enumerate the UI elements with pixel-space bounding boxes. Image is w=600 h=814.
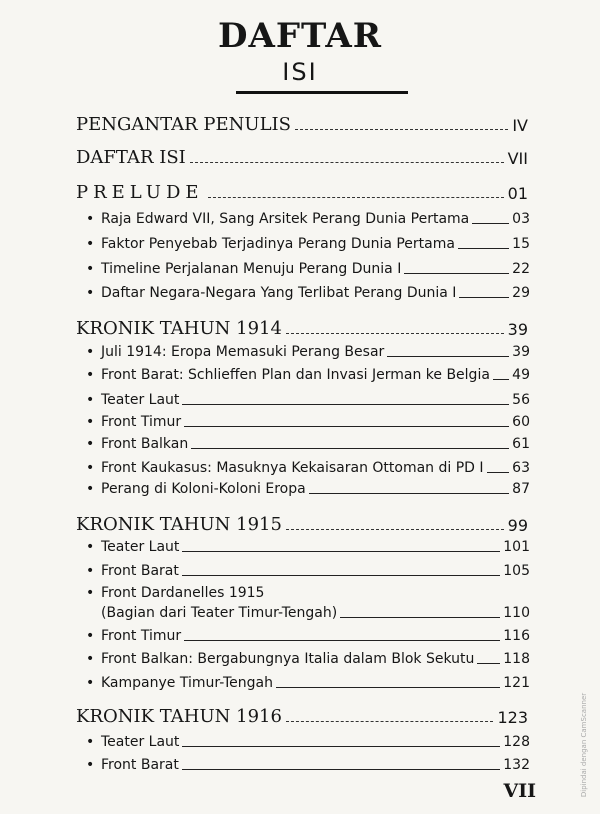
toc-chapter-pengantar[interactable]: [0, 114, 600, 135]
leader-dots: [286, 529, 504, 530]
bullet: •: [86, 628, 95, 644]
item-label: Front Dardanelles 1915: [101, 585, 265, 601]
leader-line: [182, 769, 500, 770]
item-page: 03: [512, 211, 530, 227]
item-label: Front Balkan: [101, 436, 189, 452]
chapter-page: IV: [512, 116, 528, 135]
leader-line: [387, 356, 509, 357]
chapter-label: KRONIK TAHUN 1914: [76, 318, 282, 339]
toc-item[interactable]: [0, 563, 600, 579]
toc-item[interactable]: [0, 236, 600, 252]
item-page: 56: [512, 392, 530, 408]
toc-item[interactable]: [0, 734, 600, 750]
bullet: •: [86, 211, 95, 227]
bullet: •: [86, 436, 95, 452]
chapter-page: 39: [507, 320, 528, 339]
item-page: 118: [503, 651, 530, 667]
chapter-page: VII: [507, 149, 528, 168]
item-page: 105: [503, 563, 530, 579]
title-underline: [236, 91, 408, 94]
item-page: 132: [503, 757, 530, 773]
leader-line: [472, 223, 509, 224]
item-page: 121: [503, 675, 530, 691]
bullet: •: [86, 236, 95, 252]
leader-line: [182, 404, 509, 405]
leader-line: [340, 617, 500, 618]
leader-line: [487, 472, 510, 473]
item-label: Kampanye Timur-Tengah: [101, 675, 273, 691]
leader-line: [182, 746, 500, 747]
chapter-label: PRELUDE: [76, 182, 204, 203]
chapter-label: KRONIK TAHUN 1915: [76, 514, 282, 535]
page-subtitle: ISI: [282, 58, 318, 86]
item-page: 60: [512, 414, 530, 430]
bullet: •: [86, 651, 95, 667]
toc-item[interactable]: [0, 344, 600, 360]
leader-line: [182, 551, 500, 552]
leader-line: [459, 297, 509, 298]
item-page: 101: [503, 539, 530, 555]
toc-item-continuation[interactable]: [0, 605, 600, 621]
toc-item[interactable]: [0, 211, 600, 227]
leader-dots: [286, 333, 504, 334]
bullet: •: [86, 585, 95, 601]
leader-line: [493, 379, 509, 380]
item-label: Front Kaukasus: Masuknya Kekaisaran Ottoman di PD I: [101, 460, 484, 476]
leader-line: [184, 426, 509, 427]
leader-dots: [295, 129, 508, 130]
item-page: 15: [512, 236, 530, 252]
scanner-watermark: [578, 690, 590, 800]
item-page: 116: [503, 628, 530, 644]
item-label: Front Timur: [101, 414, 182, 430]
leader-line: [309, 493, 509, 494]
toc-item[interactable]: [0, 539, 600, 555]
item-label: Raja Edward VII, Sang Arsitek Perang Dunia Pertama: [101, 211, 470, 227]
chapter-page: 99: [507, 516, 528, 535]
bullet: •: [86, 392, 95, 408]
item-page: 22: [512, 261, 530, 277]
toc-item[interactable]: [0, 460, 600, 476]
leader-line: [191, 448, 509, 449]
page-title: DAFTAR: [217, 16, 383, 56]
item-label: Timeline Perjalanan Menuju Perang Dunia I: [101, 261, 402, 277]
leader-dots: [208, 197, 504, 198]
item-page: 61: [512, 436, 530, 452]
item-label: Front Timur: [101, 628, 182, 644]
leader-line: [276, 687, 500, 688]
item-label: Faktor Penyebab Terjadinya Perang Dunia Pertama: [101, 236, 455, 252]
bullet: •: [86, 539, 95, 555]
bullet: •: [86, 563, 95, 579]
leader-line: [184, 640, 500, 641]
toc-item[interactable]: [0, 414, 600, 430]
item-label: Front Balkan: Bergabungnya Italia dalam Blok Sekutu: [101, 651, 475, 667]
chapter-label: KRONIK TAHUN 1916: [76, 706, 282, 727]
toc-item[interactable]: [0, 285, 600, 301]
toc-item[interactable]: [0, 481, 600, 497]
bullet: •: [86, 261, 95, 277]
item-page: 87: [512, 481, 530, 497]
item-page: 128: [503, 734, 530, 750]
toc-item[interactable]: [0, 675, 600, 691]
bullet: •: [86, 460, 95, 476]
item-label: Teater Laut: [101, 734, 180, 750]
toc-item[interactable]: [0, 392, 600, 408]
bullet: •: [86, 344, 95, 360]
toc-item[interactable]: [0, 757, 600, 773]
toc-item[interactable]: [0, 367, 600, 383]
toc-chapter-prelude[interactable]: [0, 182, 600, 203]
item-page: 49: [512, 367, 530, 383]
toc-item[interactable]: [0, 651, 600, 667]
chapter-page: 01: [507, 184, 528, 203]
item-page: 110: [503, 605, 530, 621]
item-page: 63: [512, 460, 530, 476]
bullet: •: [86, 285, 95, 301]
chapter-label: PENGANTAR PENULIS: [76, 114, 291, 135]
item-label: Front Barat: [101, 757, 179, 773]
item-label: Perang di Koloni-Koloni Eropa: [101, 481, 306, 497]
toc-chapter-daftar-isi[interactable]: [0, 147, 600, 168]
item-page: 39: [512, 344, 530, 360]
bullet: •: [86, 367, 95, 383]
bullet: •: [86, 757, 95, 773]
leader-line: [404, 273, 509, 274]
page-number: VII: [503, 780, 536, 802]
bullet: •: [86, 675, 95, 691]
bullet: •: [86, 734, 95, 750]
toc-chapter-kronik-1914[interactable]: [0, 318, 600, 339]
leader-dots: [286, 721, 493, 722]
scanner-watermark-text: Dipindai dengan CamScanner: [580, 692, 588, 798]
chapter-page: 123: [497, 708, 528, 727]
item-label: Teater Laut: [101, 539, 180, 555]
leader-line: [458, 248, 509, 249]
item-label: Front Barat: [101, 563, 179, 579]
leader-dots: [190, 162, 504, 163]
toc-chapter-kronik-1916[interactable]: [0, 706, 600, 727]
bullet: •: [86, 481, 95, 497]
item-page: 29: [512, 285, 530, 301]
item-label: Front Barat: Schlieffen Plan dan Invasi Jerman ke Belgia: [101, 367, 490, 383]
toc-chapter-kronik-1915[interactable]: [0, 514, 600, 535]
leader-line: [477, 663, 500, 664]
chapter-label: DAFTAR ISI: [76, 147, 186, 168]
toc-item[interactable]: [0, 585, 600, 601]
toc-item[interactable]: [0, 261, 600, 277]
item-label: Daftar Negara-Negara Yang Terlibat Perang Dunia I: [101, 285, 457, 301]
bullet: •: [86, 414, 95, 430]
toc-item[interactable]: [0, 628, 600, 644]
leader-line: [182, 575, 500, 576]
item-label: Teater Laut: [101, 392, 180, 408]
toc-item[interactable]: [0, 436, 600, 452]
item-label: Juli 1914: Eropa Memasuki Perang Besar: [101, 344, 385, 360]
item-label-continued: (Bagian dari Teater Timur-Tengah): [101, 605, 338, 621]
